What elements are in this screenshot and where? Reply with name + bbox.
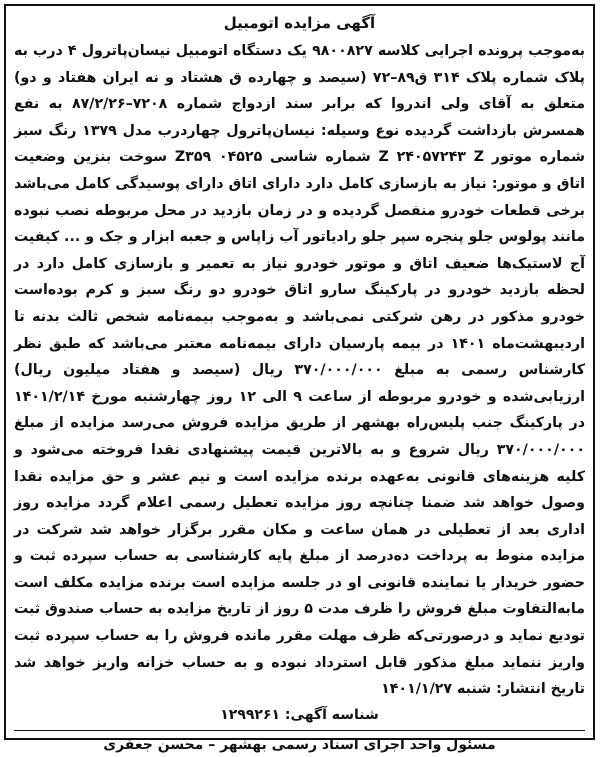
notice-body bbox=[14, 38, 585, 703]
ad-id: شناسه آگهی: ۱۲۹۹۲۶۱ bbox=[220, 706, 379, 723]
divider bbox=[14, 730, 585, 731]
notice-signature: مسئول واحد اجرای اسناد رسمی بهشهر – محسن جعفری bbox=[103, 736, 496, 753]
notice-body-text: به‌موجب پرونده اجرایی کلاسه ۹۸۰۰۸۲۷ یک دستگاه اتومبیل نیسان‌پاترول ۴ درب به پلاک شماره پلاک ۳۱۴ ق۸۹–۷۲ (سیصد و چهارده ق هشتاد و نه ایران هفتاد و دو) متعلق به آقای ولی اندروا که برابر سند ازدواج شماره ۷۲۰۸–۸۷/۲/۲۶ به نفع همسرش بازداشت گردیده نوع وسیله: نیسان‌پاترول چهاردرب مدل ۱۳۷۹ رنگ سبز شماره موتور Z ۲۴۰۵۷۲۴۳ Z شماره شاسی ۰۴۵۲۵ Z۳۵۹ سوخت بنزین وضعیت اتاق و موتور: نیاز به بازسازی کامل دارد دارای اتاق دارای پوسیدگی کامل می‌باشد برخی قطعات خودرو منفصل گردیده و در زمان بازدید در محل مربوطه نصب نبوده مانند پولوس جلو پنجره سپر جلو رادیاتور آب زاپاس و جعبه ابزار و جک و ... کیفیت آج لاستیک‌ها ضعیف اتاق و موتور خودرو نیاز به تعمیر و بازسازی کامل دارد در لحظه بازدید خودرو در پارکینگ سارو اتاق خودرو دو رنگ سبز و کرم بوده‌است خودرو مذکور در رهن شرکتی نمی‌باشد و به‌موجب بیمه‌نامه شخص ثالث بدنه تا اردیبهشت‌ماه ۱۴۰۱ در بیمه پارسیان دارای بیمه‌نامه معتبر می‌باشد که طبق نظر کارشناس رسمی به مبلغ ۳۷۰/۰۰۰/۰۰۰ ریال (سیصد و هفتاد میلیون ریال) ارزیابی‌شده و خودرو مربوطه از ساعت ۹ الی ۱۲ روز چهارشنبه مورخ ۱۴۰۱/۲/۱۴ در پارکینگ جنب پلیس‌راه بهشهر از طریق مزایده فروش می‌رسد مزایده از مبلغ ۳۷۰/۰۰۰/۰۰۰ ریال شروع و به بالاترین قیمت پیشنهادی نقدا فروخته می‌شود و کلیه هزینه‌های قانونی به‌عهده برنده مزایده است و نیم عشر و حق مزایده نقدا وصول خواهد شد ضمنا چنانچه روز مزایده تعطیل رسمی اعلام گردد مزایده روز اداری بعد از تعطیلی در همان ساعت و مکان مقرر برگزار خواهد شد شرکت در مزایده منوط به پرداخت ده‌درصد از مبلغ پایه کارشناسی به حساب سپرده ثبت و حضور خریدار یا نماینده قانونی او در جلسه مزایده است برنده مزایده مکلف است مابه‌التفاوت مبلغ فروش را ظرف مدت ۵ روز از تاریخ مزایده به حساب صندوق ثبت تودیع نماید و درصورتی‌که ظرف مهلت مقرر مانده فروش را به حساب سپرده ثبت واریز ننماید مبلغ مذکور قابل استرداد نبوده و به حساب خزانه واریز خواهد شد تاریخ انتشار: شنبه ۱۴۰۱/۱/۲۷ bbox=[14, 43, 586, 698]
notice-title: آگهی مزایده اتومبیل bbox=[223, 14, 376, 32]
auction-notice bbox=[4, 4, 595, 753]
